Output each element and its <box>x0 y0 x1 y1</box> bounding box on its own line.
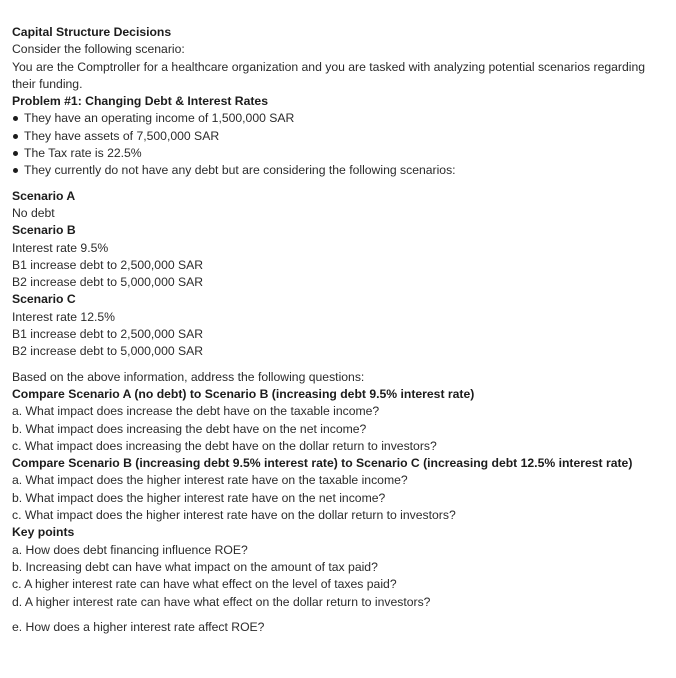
key-points-heading: Key points <box>12 525 75 540</box>
key-point-item-last: e. How does a higher interest rate affect ROE? <box>12 619 265 634</box>
scenario-b-line: B2 increase debt to 5,000,000 SAR <box>12 275 204 290</box>
questions-section <box>12 369 662 636</box>
compare-ab-heading: Compare Scenario A (no debt) to Scenario B (increasing debt 9.5% interest rate) <box>12 386 475 401</box>
bullet-operating-income: They have an operating income of 1,500,000 SAR <box>12 110 662 127</box>
key-point-item: c. A higher interest rate can have what effect on the level of taxes paid? <box>12 577 397 592</box>
scenario-b-heading: Scenario B <box>12 223 76 238</box>
question-item: b. What impact does the higher interest rate have on the net income? <box>12 490 386 505</box>
key-point-item: d. A higher interest rate can have what effect on the dollar return to investors? <box>12 594 431 609</box>
key-point-item: b. Increasing debt can have what impact on the amount of tax paid? <box>12 559 378 574</box>
scenario-a-heading: Scenario A <box>12 188 76 203</box>
scenario-c <box>12 291 662 360</box>
question-item: c. What impact does the higher interest rate have on the dollar return to investors? <box>12 508 456 523</box>
bullet-debt-status: They currently do not have any debt but are considering the following scenarios: <box>12 162 662 179</box>
intro-line-1: Consider the following scenario: <box>12 42 185 57</box>
document-title: Capital Structure Decisions <box>12 25 172 39</box>
question-item: a. What impact does the higher interest rate have on the taxable income? <box>12 473 408 488</box>
bullet-tax-rate: The Tax rate is 22.5% <box>12 145 662 162</box>
scenario-b-line: Interest rate 9.5% <box>12 240 109 255</box>
scenario-c-heading: Scenario C <box>12 292 76 307</box>
compare-bc-heading: Compare Scenario B (increasing debt 9.5% interest rate) to Scenario C (increasing debt 12.5% interest rate) <box>12 456 633 471</box>
scenario-b <box>12 222 662 291</box>
scenario-c-line: Interest rate 12.5% <box>12 309 115 324</box>
scenario-c-line: B2 increase debt to 5,000,000 SAR <box>12 344 204 359</box>
question-item: a. What impact does increase the debt have on the taxable income? <box>12 404 380 419</box>
question-item: c. What impact does increasing the debt have on the dollar return to investors? <box>12 438 437 453</box>
key-point-item: a. How does debt financing influence ROE? <box>12 542 248 557</box>
scenario-a-line: No debt <box>12 205 55 220</box>
bullet-assets: They have assets of 7,500,000 SAR <box>12 128 662 145</box>
questions-intro: Based on the above information, address the following questions: <box>12 369 365 384</box>
problem-heading: Problem #1: Changing Debt & Interest Rates <box>12 94 268 109</box>
scenario-c-line: B1 increase debt to 2,500,000 SAR <box>12 327 204 342</box>
scenario-b-line: B1 increase debt to 2,500,000 SAR <box>12 257 204 272</box>
document-body <box>12 24 662 636</box>
scenario-a <box>12 188 662 223</box>
intro-line-2: You are the Comptroller for a healthcare organization and you are tasked with analyzing potential scenarios regarding their funding. <box>12 59 646 91</box>
question-item: b. What impact does increasing the debt have on the net income? <box>12 421 367 436</box>
